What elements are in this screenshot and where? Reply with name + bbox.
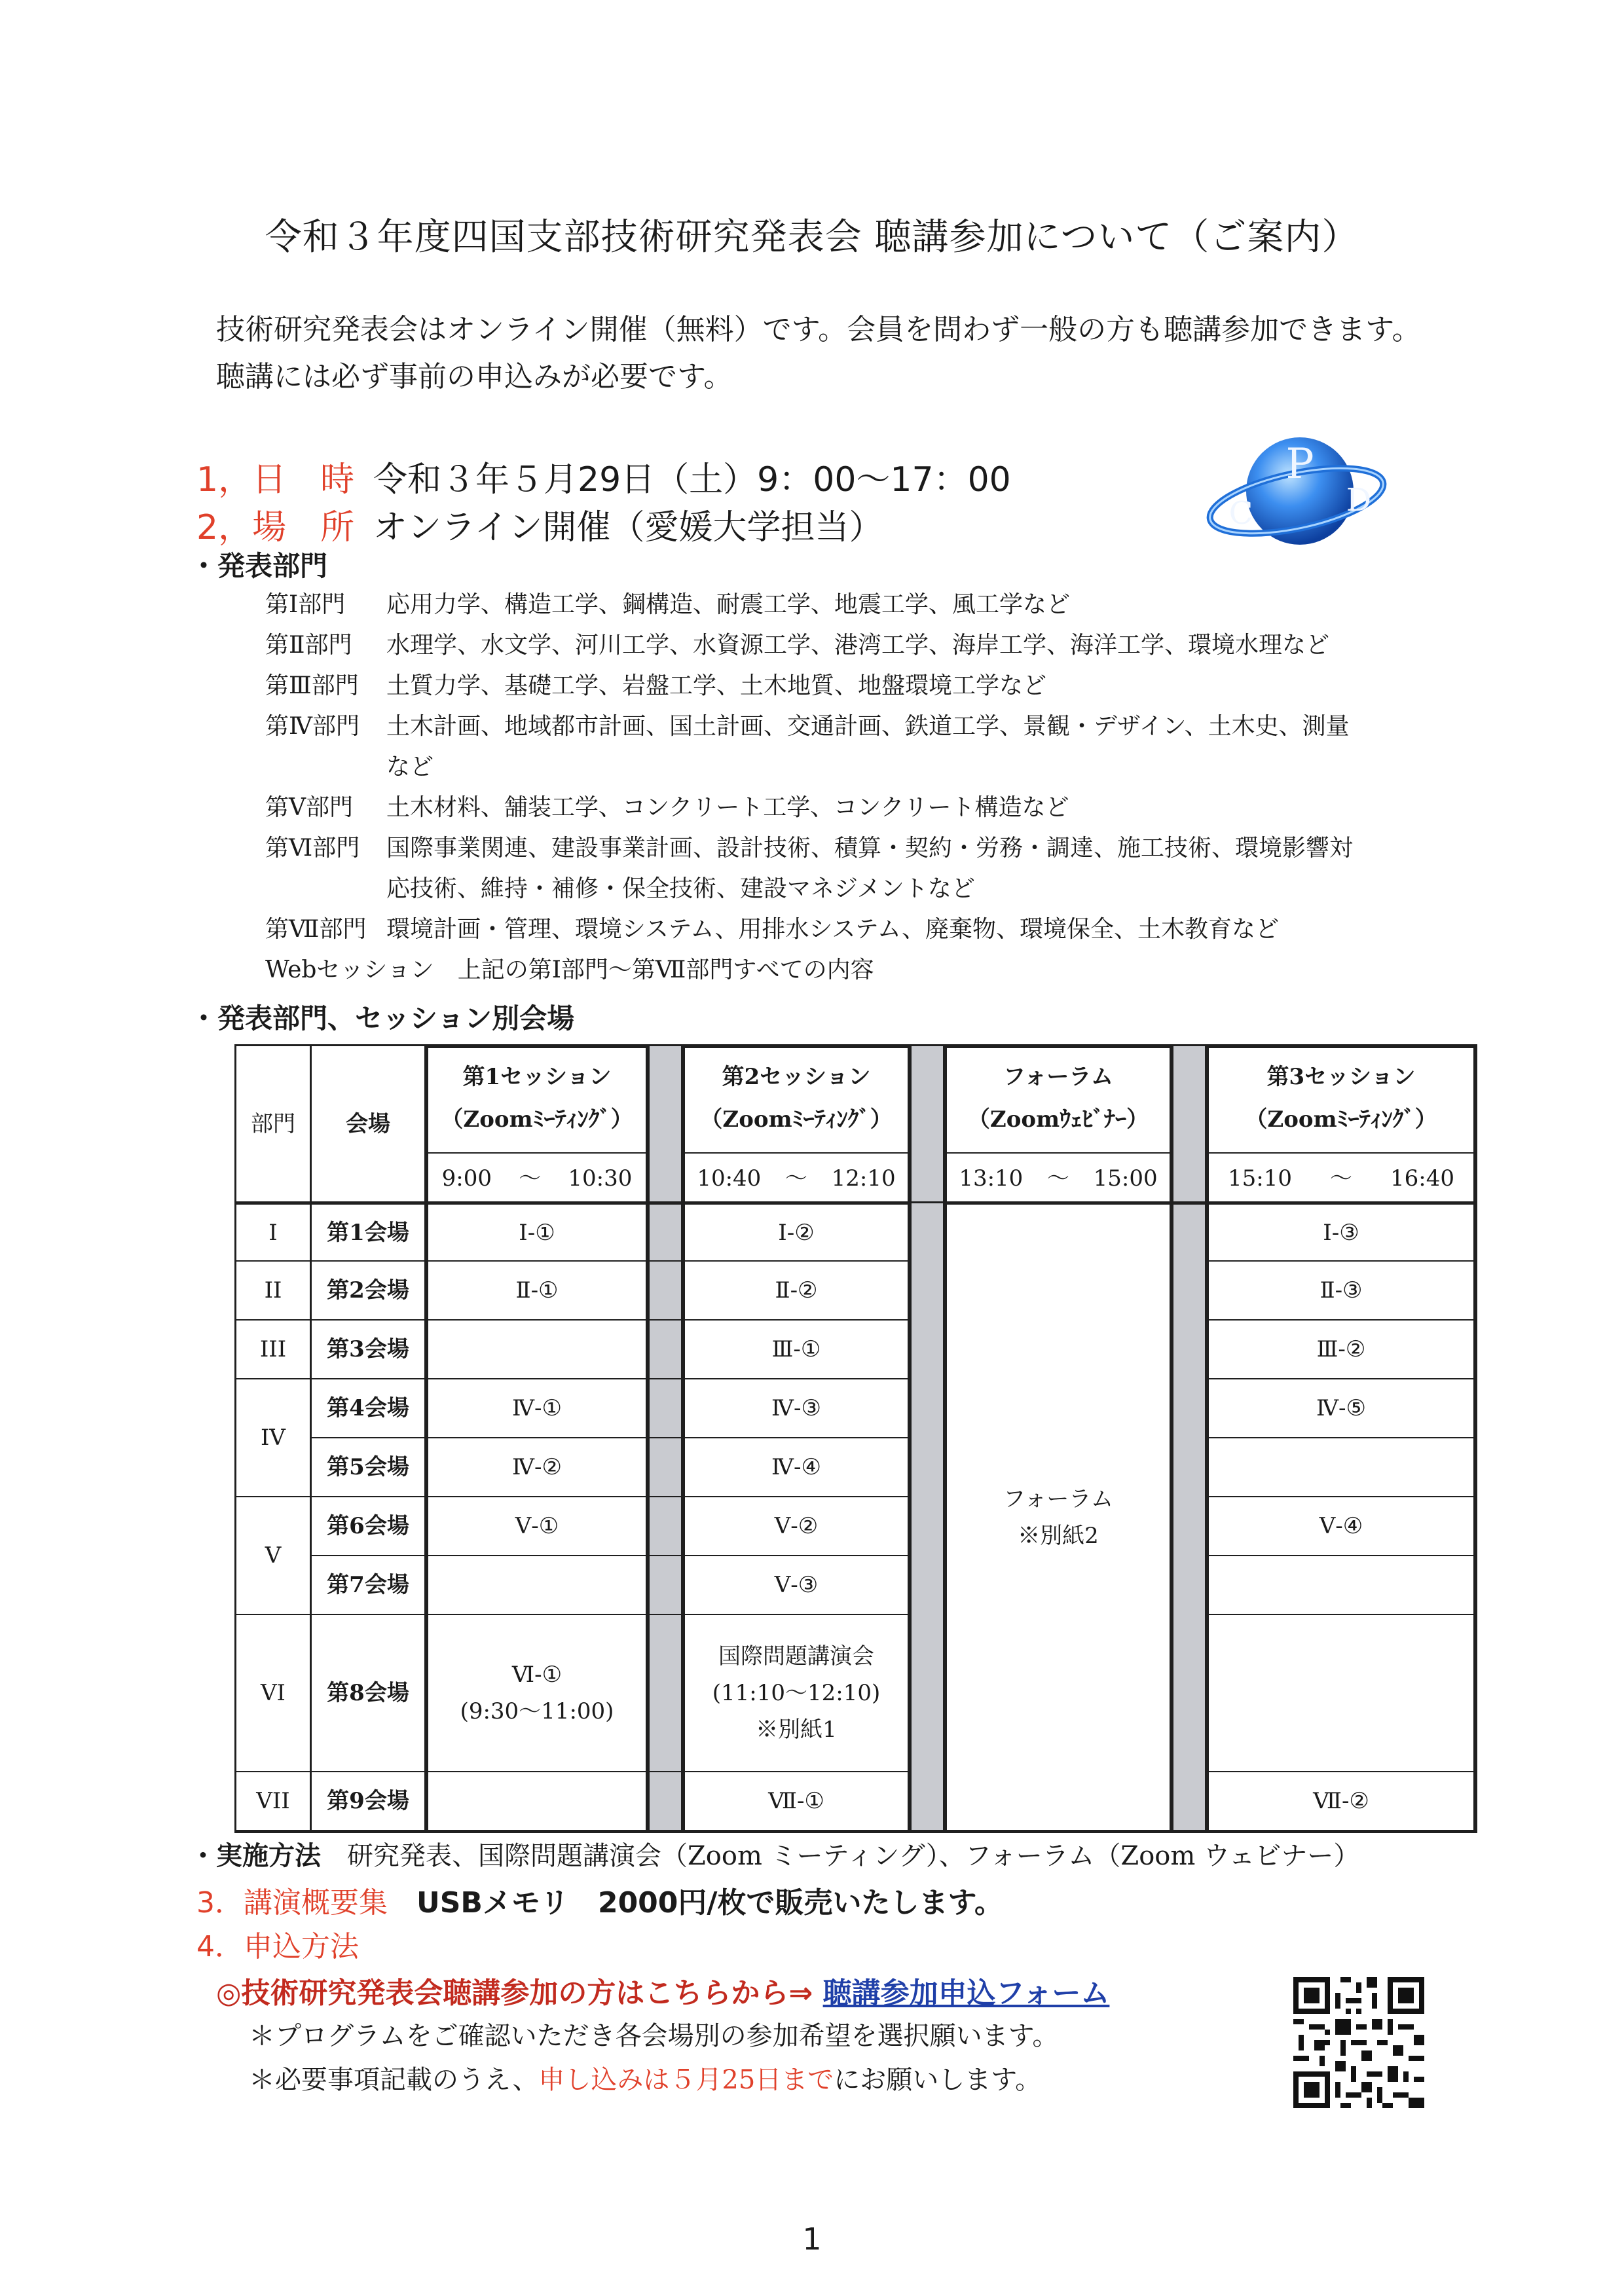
header-kaijo: 会場 (346, 1110, 390, 1137)
apply-heading: 4．申込方法 (196, 1930, 359, 1963)
bumon-cell: III (259, 1336, 287, 1362)
session1-time: 9:00 ～ 10:30 (441, 1165, 633, 1192)
page-number: 1 (802, 2221, 822, 2257)
kaijo-cell: 第5会場 (327, 1454, 409, 1480)
bumon-cell: IV (261, 1425, 286, 1451)
qr-code[interactable] (1293, 1977, 1424, 2108)
forum-type: （Zoomｳｪﾋﾞﾅｰ） (967, 1106, 1149, 1133)
method-text: 研究発表、国際問題講演会（Zoom ミーティング）、フォーラム（Zoom ウェビナー） (347, 1841, 1360, 1871)
s3-cell: Ⅰ-③ (1323, 1219, 1359, 1246)
proceedings-text: USBメモリ 2000円/枚で販売いたします。 (416, 1886, 1003, 1920)
s2-cell: Ⅱ-② (775, 1277, 818, 1303)
session2-time: 10:40 ～ 12:10 (697, 1165, 896, 1192)
s3-cell: Ⅲ-② (1316, 1336, 1366, 1362)
s3-cell: Ⅴ-④ (1319, 1513, 1363, 1539)
kaijo-cell: 第3会場 (327, 1336, 409, 1362)
kaijo-cell: 第7会場 (327, 1572, 409, 1598)
date-value: 令和３年５月29日（土）9：00～17：00 (373, 460, 1011, 500)
kaijo-cell: 第9会場 (327, 1788, 409, 1814)
pcd-globe-logo (1202, 426, 1392, 563)
date-row (196, 452, 1011, 501)
place-label: 2，場 所 (196, 508, 355, 547)
s3-cell: Ⅶ-② (1313, 1788, 1369, 1814)
s2-cell: 国際問題講演会 (11:10～12:10) ※別紙1 (712, 1643, 881, 1743)
s1-cell: Ⅰ-① (519, 1219, 555, 1246)
bumon-cell: V (265, 1542, 282, 1569)
kaijo-cell: 第8会場 (327, 1680, 409, 1706)
divisions-heading: ・発表部門 (190, 550, 328, 582)
proceedings-label: 3．講演概要集 (196, 1886, 388, 1920)
session3-type: （Zoomﾐｰﾃｨﾝｸﾞ） (1245, 1106, 1437, 1133)
s2-cell: Ⅳ-③ (771, 1395, 821, 1421)
forum-name: フォーラム (1003, 1064, 1113, 1090)
session1-type: （Zoomﾐｰﾃｨﾝｸﾞ） (441, 1106, 633, 1133)
session2-name: 第2セッション (722, 1064, 871, 1090)
bumon-cell: VI (261, 1680, 286, 1706)
s2-cell: Ⅳ-④ (771, 1454, 821, 1480)
forum-cell: フォーラム ※別紙2 (1003, 1485, 1113, 1549)
date-label: 1，日 時 (196, 460, 355, 500)
proceedings-row (196, 1879, 1003, 1921)
intro-paragraph: 技術研究発表会はオンライン開催（無料）です。会員を問わず一般の方も聴講参加できます。聴講には必ず事前の申込みが必要です。 (216, 313, 1421, 393)
bumon-cell: II (264, 1277, 282, 1303)
kaijo-cell: 第2会場 (327, 1277, 409, 1303)
page-title: 令和３年度四国支部技術研究発表会 聴講参加について（ご案内） (265, 216, 1359, 259)
header-bumon: 部門 (251, 1110, 295, 1137)
s2-cell: Ⅰ-② (778, 1219, 815, 1246)
apply-link-lead: ◎技術研究発表会聴講参加の方はこちらから⇒ (216, 1977, 813, 2010)
session3-time: 15:10 ～ 16:40 (1228, 1165, 1454, 1192)
apply-link-row (216, 1969, 1109, 2011)
s1-cell: Ⅳ-② (512, 1454, 562, 1480)
s1-cell: Ⅵ-① (9:30～11:00) (460, 1662, 614, 1724)
s1-cell: Ⅱ-① (515, 1277, 559, 1303)
place-value: オンライン開催（愛媛大学担当） (373, 508, 883, 547)
svg-text:P: P (1285, 440, 1314, 488)
s2-cell: Ⅲ-① (771, 1336, 821, 1362)
bumon-cell: VII (256, 1788, 290, 1814)
place-row (196, 500, 883, 549)
s1-cell: Ⅳ-① (512, 1395, 562, 1421)
method-label: ・実施方法 (190, 1841, 321, 1871)
session2-type: （Zoomﾐｰﾃｨﾝｸﾞ） (700, 1106, 893, 1133)
session3-name: 第3セッション (1266, 1064, 1416, 1090)
s2-cell: Ⅴ-② (774, 1513, 819, 1539)
method-row (190, 1835, 1359, 1872)
svg-text:D: D (1346, 482, 1372, 519)
s1-cell: Ⅴ-① (515, 1513, 559, 1539)
apply-form-link[interactable]: 聴講参加申込フォーム (822, 1977, 1110, 2010)
venue-table (234, 1044, 1477, 1833)
forum-time: 13:10 ～ 15:00 (959, 1165, 1158, 1192)
apply-note-1: ＊プログラムをご確認いただき各会場別の参加希望を選択願います。 (249, 2021, 1059, 2051)
svg-text:C: C (1228, 495, 1253, 532)
s3-cell: Ⅱ-③ (1320, 1277, 1363, 1303)
bumon-cell: I (268, 1219, 278, 1246)
kaijo-cell: 第1会場 (327, 1219, 409, 1246)
venues-heading: ・発表部門、セッション別会場 (190, 1002, 575, 1034)
s2-cell: Ⅶ-① (768, 1788, 824, 1814)
kaijo-cell: 第4会場 (327, 1395, 409, 1421)
s3-cell: Ⅳ-⑤ (1316, 1395, 1366, 1421)
session1-name: 第1セッション (462, 1064, 612, 1090)
s2-cell: Ⅴ-③ (774, 1572, 819, 1598)
kaijo-cell: 第6会場 (327, 1513, 409, 1539)
apply-note-2: ＊必要事項記載のうえ、申し込みは５月25日までにお願いします。 (249, 2065, 1042, 2095)
